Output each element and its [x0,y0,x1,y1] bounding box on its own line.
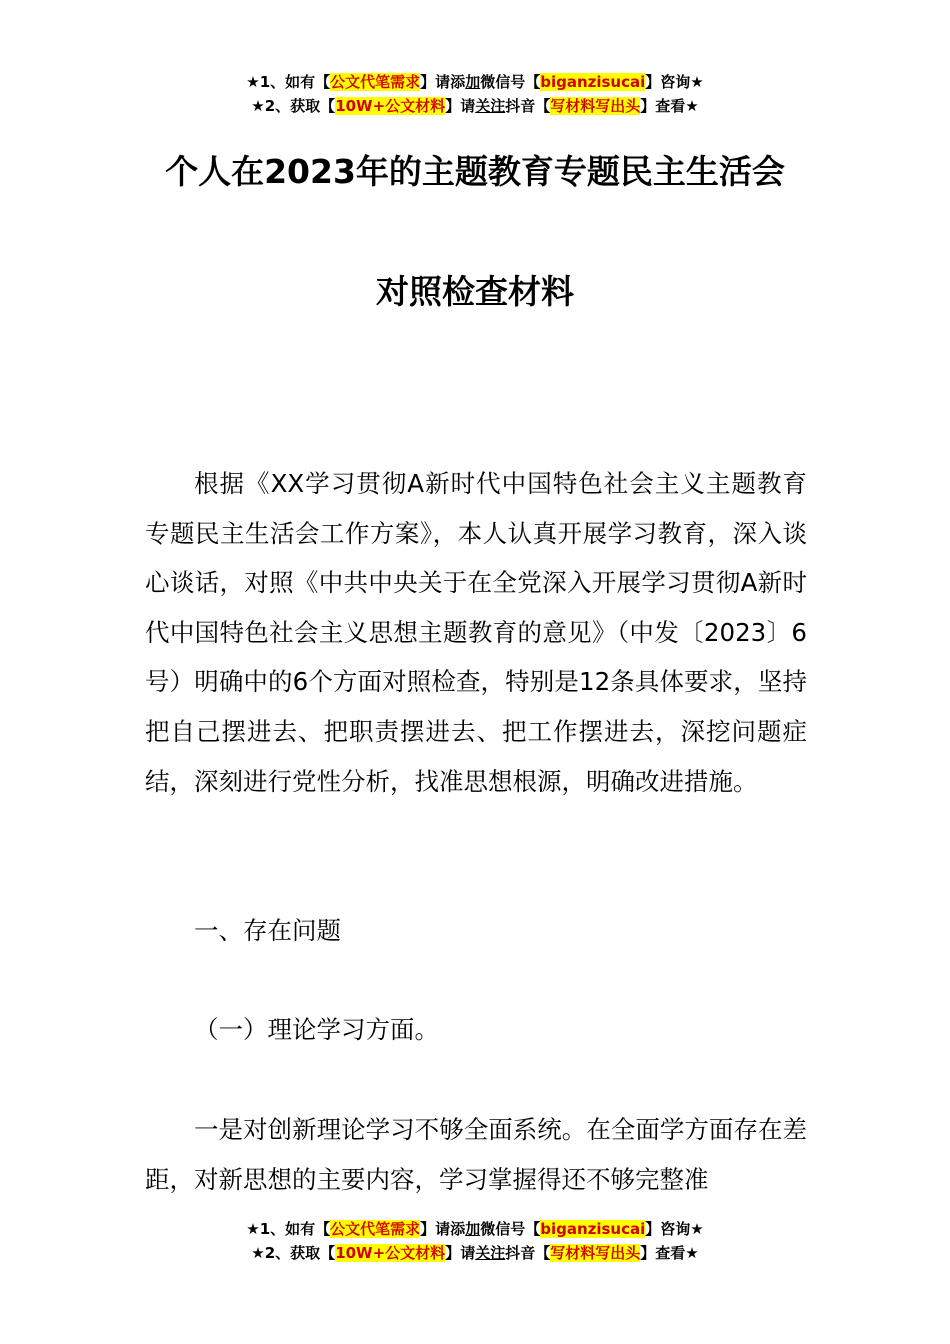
banner-text: 微信号【 [480,1220,541,1238]
banner-text: 】请添 [420,1220,466,1238]
banner-text: 】咨询★ [645,1220,704,1238]
banner-text: ★2、获取【 [251,1244,336,1262]
banner-text: 抖音【 [505,97,551,115]
banner-underlined: 关注 [475,97,506,115]
banner-line-2 [0,94,950,118]
banner-highlight: 公文代笔需求 [330,1220,421,1238]
subsection-heading: （一）理论学习方面。 [194,1015,439,1044]
banner-underlined: 加 [465,73,481,91]
banner-wechat-id: biganzisucai [540,73,646,91]
intro-paragraph: 根据《XX学习贯彻A新时代中国特色社会主义主题教育专题民主生活会工作方案》，本人认真开展学习教育，深入谈心谈话，对照《中共中央关于在全党深入开展学习贯彻A新时代中国特色社会主义思想主题教育的意见》（中发〔2023〕6号）明确中的6个方面对照检查，特别是12条具体要求，坚持把自己摆进去、把职责摆进去、把工作摆进去，深挖问题症结，深刻进行党性分析，找准思想根源，明确改进措施。 [145,469,807,796]
banner-line-1 [0,1217,950,1241]
banner-text: 】请 [445,97,476,115]
banner-text: 】咨询★ [645,73,704,91]
banner-text: 】查看★ [640,1244,699,1262]
banner-underlined: 关注 [475,1244,506,1262]
banner-text: 微信号【 [480,73,541,91]
banner-text: ★1、如有【 [246,1220,331,1238]
banner-highlight: 10W+公文材料 [335,1244,446,1262]
banner-text: 】请添 [420,73,466,91]
document-title-line-1: 个人在2023年的主题教育专题民主生活会 [165,152,785,191]
banner-text: ★1、如有【 [246,73,331,91]
header-banner [0,70,950,118]
banner-text: 】查看★ [640,97,699,115]
banner-text: ★2、获取【 [251,97,336,115]
banner-douyin-id: 写材料写出头 [550,97,641,115]
banner-line-1 [0,70,950,94]
body-paragraph: 一是对创新理论学习不够全面系统。在全面学方面存在差距，对新思想的主要内容，学习掌握得还不够完整准 [145,1115,807,1194]
banner-line-2 [0,1241,950,1265]
footer-banner [0,1217,950,1265]
banner-highlight: 公文代笔需求 [330,73,421,91]
banner-highlight: 10W+公文材料 [335,97,446,115]
section-heading: 一、存在问题 [194,916,341,945]
banner-douyin-id: 写材料写出头 [550,1244,641,1262]
banner-underlined: 加 [465,1220,481,1238]
banner-text: 】请 [445,1244,476,1262]
document-title-line-2: 对照检查材料 [376,272,574,311]
banner-wechat-id: biganzisucai [540,1220,646,1238]
banner-text: 抖音【 [505,1244,551,1262]
